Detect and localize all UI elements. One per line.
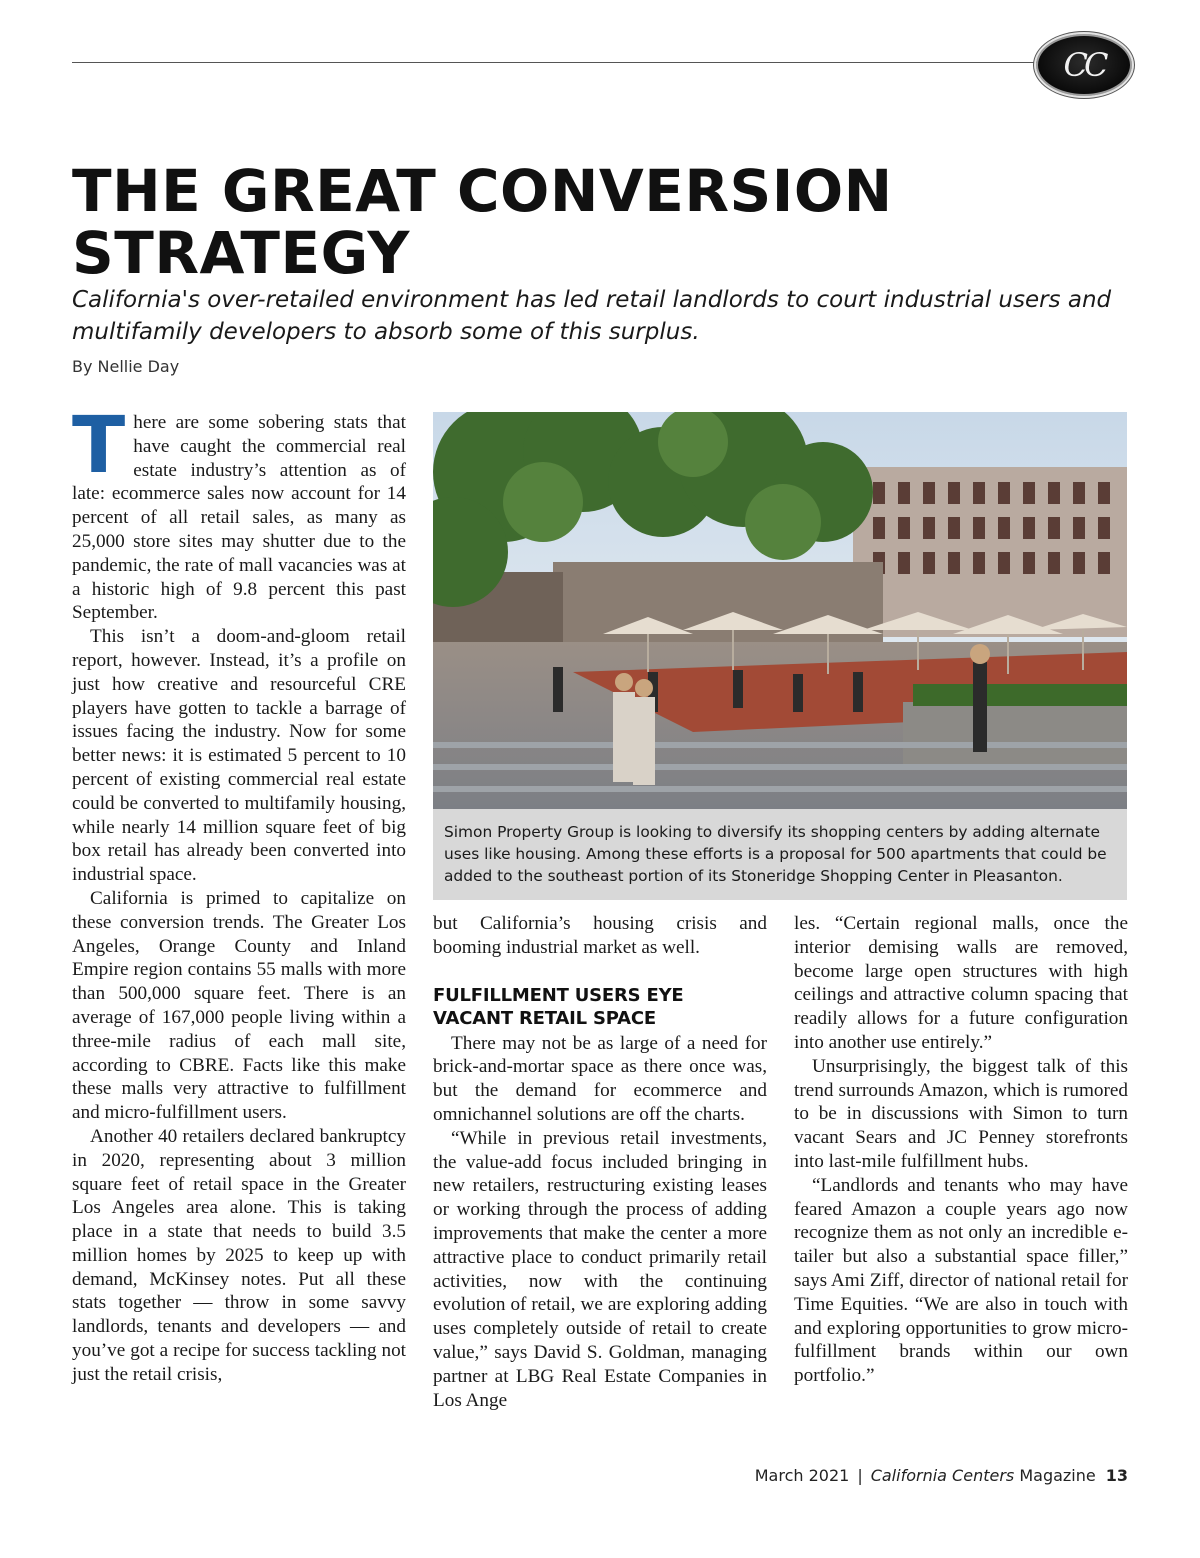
paragraph-text: here are some sobering stats that have caught the commercial real estate industry’s attention as of late: ecommerce sales now account for 14 percent of all retail sales, as many as 25,000 store sites may shutter due to the pandemic, the rate of mall vacancies was at a historic high of 9.8 percent this past September.	[72, 412, 406, 624]
paragraph: “While in previous retail investments, the value-add focus included bringing in new retailers, restructuring existing leases or working through the process of adding improvements that make the center a more attractive place to conduct primarily retail activities, now with the continuing evolution of retail, we are exploring adding uses completely outside of retail to create value,” says David S. Goldman, managing partner at LBG Real Estate Companies in Los Ange	[433, 1127, 767, 1411]
column-3	[794, 912, 1128, 1388]
article-title: THE GREAT CONVERSION STRATEGY	[72, 157, 893, 287]
paragraph: les. “Certain regional malls, once the interior demising walls are removed, become large open structures with high ceilings and attractive column spacing that readily allows for a future configuration into another use entirely.”	[794, 913, 1128, 1053]
paragraph	[72, 401, 406, 625]
paragraph: Another 40 retailers declared bankruptcy in 2020, representing about 3 million square feet of retail space in the Greater Los Angeles area alone. This is taking place in a state that needs to build 3.5 million homes by 2025 to keep up with demand, McKinsey notes. Put all these stats together — throw in some savvy landlords, tenants and developers — and you’ve got a recipe for success tackling not just the retail crisis,	[72, 1125, 406, 1385]
column-2	[433, 912, 767, 1412]
column-1	[72, 401, 406, 1387]
header-rule	[72, 62, 1052, 63]
section-heading: FULFILLMENT USERS EYE VACANT RETAIL SPACE	[433, 984, 684, 1029]
image-caption: Simon Property Group is looking to diversify its shopping centers by adding alternate uses like housing. Among these efforts is a proposal for 500 apartments that could be added to the southeast portion of its Stoneridge Shopping Center in Pleasanton.	[444, 823, 1107, 885]
article-subtitle: California's over-retailed environment has led retail landlords to court industrial users and multifamily developers to absorb some of this surplus.	[72, 287, 1112, 345]
paragraph: “Landlords and tenants who may have feared Amazon a couple years ago now recognize them as not only an incredible e-tailer but also a substantial space filler,” says Ami Ziff, director of national retail for Time Equities. “We are also in touch with and exploring opportunities to grow micro-fulfillment brands within our own portfolio.”	[794, 1174, 1128, 1387]
logo-text: CC	[1063, 46, 1105, 84]
footer-separator: |	[857, 1466, 863, 1485]
paragraph: but California’s housing crisis and booming industrial market as well.	[433, 913, 767, 958]
paragraph: There may not be as large of a need for brick-and-mortar space as there once was, but the demand for ecommerce and omnichannel solutions are off the charts.	[433, 1032, 767, 1125]
mall-rendering-image	[433, 412, 1127, 809]
feature-figure	[433, 412, 1127, 900]
issue-date: March 2021	[754, 1466, 850, 1485]
magazine-suffix: Magazine	[1019, 1466, 1096, 1485]
page-number: 13	[1105, 1466, 1128, 1485]
cc-logo-badge	[1036, 34, 1132, 96]
paragraph: This isn’t a doom-and-gloom retail report, however. Instead, it’s a profile on just how creative and resourceful CRE players have gotten to tackle a barrage of issues facing the industry. Now for some better news: it is estimated 5 percent to 10 percent of existing commercial real estate could be converted to multifamily housing, while nearly 14 million square feet of big box retail has already been converted into industrial space.	[72, 626, 406, 886]
magazine-name: California Centers	[870, 1466, 1015, 1485]
paragraph: California is primed to capitalize on these conversion trends. The Greater Los Angeles, Orange County and Inland Empire region contains 55 malls with more than 500,000 square feet. There is an average of 167,000 people living within a three-mile radius of each mall site, according to CBRE. Facts like this make these malls very attractive to fulfillment and micro-fulfillment users.	[72, 887, 406, 1124]
byline: By Nellie Day	[72, 357, 180, 376]
page-footer	[755, 1466, 1128, 1485]
drop-cap: T	[72, 401, 126, 491]
paragraph: Unsurprisingly, the biggest talk of this trend surrounds Amazon, which is rumored to be in discussions with Simon to turn vacant Sears and JC Penney storefronts into last-mile fulfillment hubs.	[794, 1055, 1128, 1172]
